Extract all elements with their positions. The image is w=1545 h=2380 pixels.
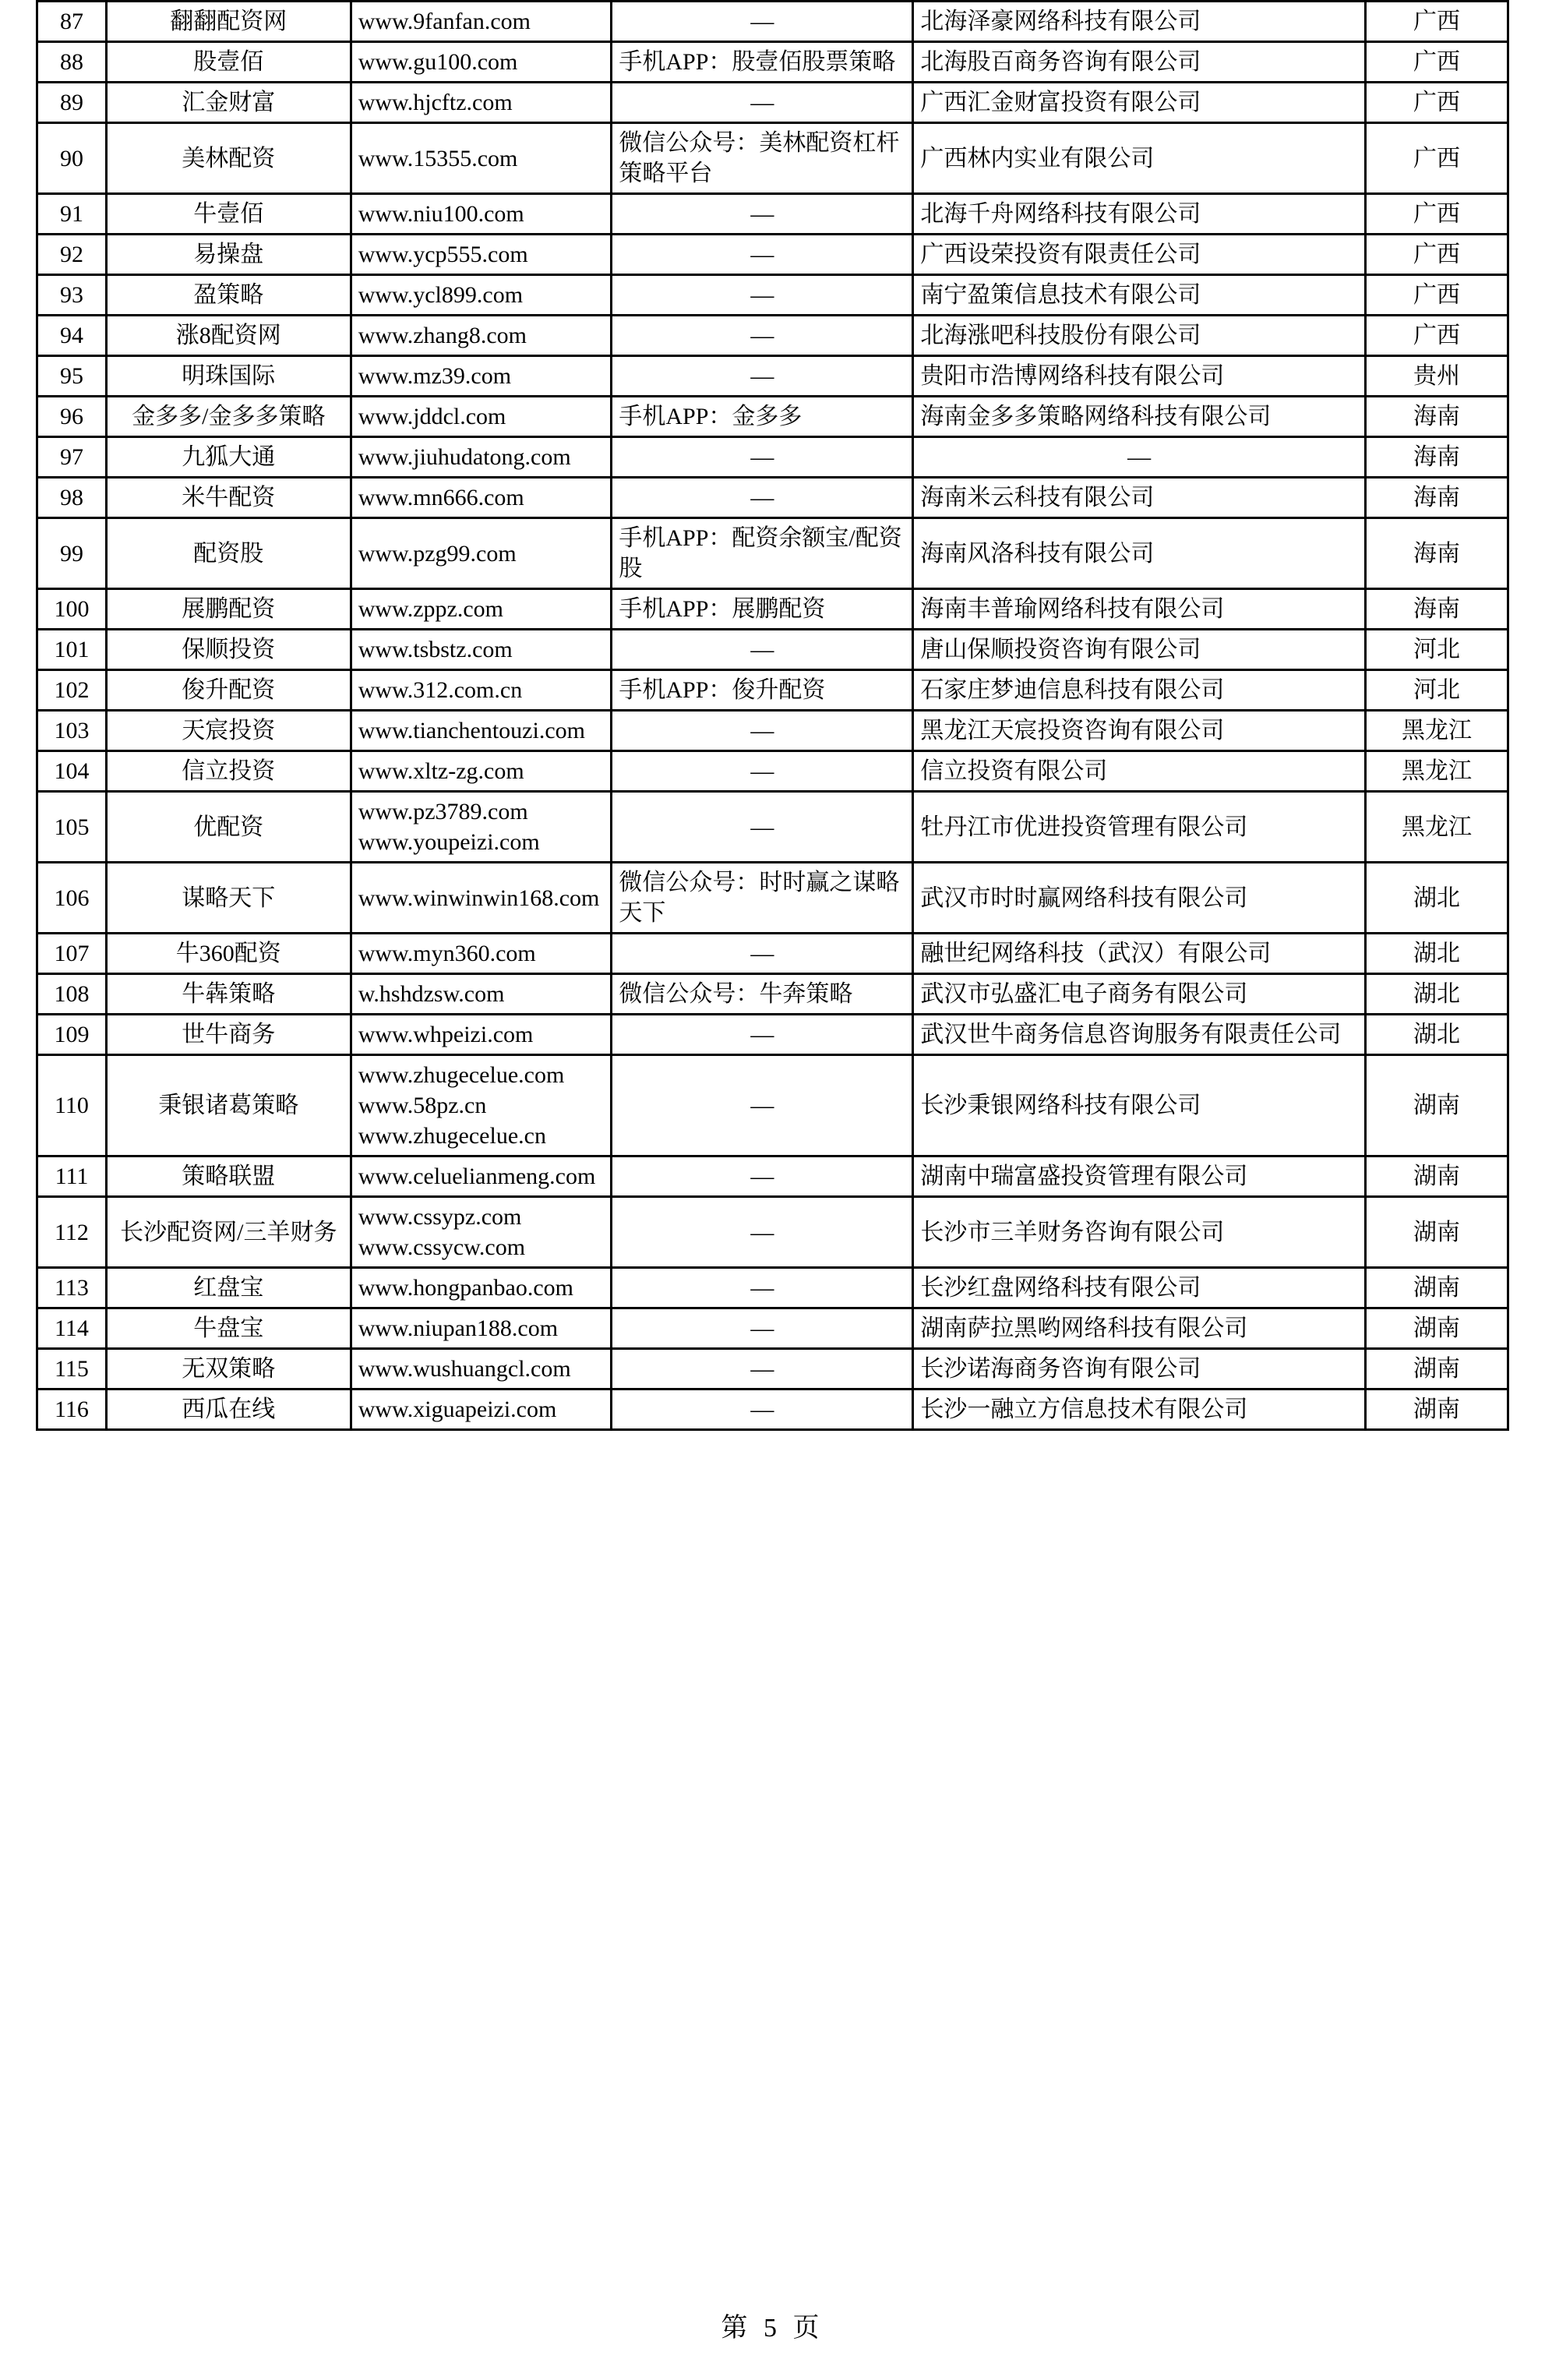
cell-website (351, 356, 612, 397)
table-row (37, 42, 1508, 83)
table-row (37, 316, 1508, 356)
website-url: www.ycp555.com (358, 242, 528, 267)
cell-app-account: 手机APP：配资余额宝/配资股 (612, 518, 913, 589)
cell-platform-name: 牛360配资 (106, 934, 351, 974)
cell-company-name: 牡丹江市优进投资管理有限公司 (913, 792, 1366, 863)
cell-company-name: 长沙市三羊财务咨询有限公司 (913, 1197, 1366, 1268)
website-url: www.ycl899.com (358, 282, 524, 308)
cell-province: 湖南 (1365, 1390, 1508, 1430)
website-url: www.gu100.com (358, 49, 518, 75)
cell-index: 109 (37, 1015, 107, 1055)
cell-website (351, 751, 612, 792)
cell-platform-name: 优配资 (106, 792, 351, 863)
table-row (37, 518, 1508, 589)
website-url: www.312.com.cn (358, 677, 523, 703)
cell-company-name: — (913, 437, 1366, 478)
cell-platform-name: 汇金财富 (106, 83, 351, 123)
cell-platform-name: 天宸投资 (106, 711, 351, 751)
cell-company-name: 南宁盈策信息技术有限公司 (913, 275, 1366, 316)
cell-index: 111 (37, 1156, 107, 1197)
table-row (37, 863, 1508, 934)
website-url: www.whpeizi.com (358, 1022, 534, 1047)
cell-index: 93 (37, 275, 107, 316)
website-url: www.celuelianmeng.com (358, 1164, 596, 1189)
cell-province: 湖南 (1365, 1197, 1508, 1268)
cell-company-name: 长沙诺海商务咨询有限公司 (913, 1349, 1366, 1390)
cell-website (351, 974, 612, 1015)
cell-app-account: 手机APP：展鹏配资 (612, 589, 913, 630)
cell-company-name: 湖南中瑞富盛投资管理有限公司 (913, 1156, 1366, 1197)
cell-platform-name: 牛犇策略 (106, 974, 351, 1015)
cell-website (351, 1308, 612, 1349)
cell-website (351, 1390, 612, 1430)
website-url: www.xiguapeizi.com (358, 1397, 557, 1422)
cell-index: 105 (37, 792, 107, 863)
cell-app-account: — (612, 1349, 913, 1390)
cell-app-account: — (612, 1055, 913, 1156)
cell-province: 湖南 (1365, 1156, 1508, 1197)
table-row (37, 934, 1508, 974)
cell-province: 湖北 (1365, 1015, 1508, 1055)
cell-province: 广西 (1365, 194, 1508, 235)
cell-index: 108 (37, 974, 107, 1015)
cell-province: 黑龙江 (1365, 792, 1508, 863)
cell-province: 湖北 (1365, 863, 1508, 934)
website-url: www.zhugecelue.com (358, 1062, 565, 1088)
cell-province: 海南 (1365, 589, 1508, 630)
cell-company-name: 长沙红盘网络科技有限公司 (913, 1268, 1366, 1308)
cell-province: 黑龙江 (1365, 751, 1508, 792)
cell-website (351, 1156, 612, 1197)
cell-app-account: — (612, 83, 913, 123)
cell-app-account: — (612, 1197, 913, 1268)
cell-app-account: — (612, 934, 913, 974)
cell-province: 海南 (1365, 478, 1508, 518)
cell-company-name: 长沙秉银网络科技有限公司 (913, 1055, 1366, 1156)
table-row (37, 2, 1508, 42)
website-url: www.zhang8.com (358, 323, 527, 348)
cell-app-account: 手机APP：金多多 (612, 397, 913, 437)
cell-company-name: 武汉市弘盛汇电子商务有限公司 (913, 974, 1366, 1015)
cell-platform-name: 俊升配资 (106, 670, 351, 711)
cell-app-account: — (612, 478, 913, 518)
cell-app-account: 微信公众号：美林配资杠杆策略平台 (612, 123, 913, 194)
cell-index: 107 (37, 934, 107, 974)
cell-index: 88 (37, 42, 107, 83)
website-url: www.jiuhudatong.com (358, 444, 571, 470)
page-number-footer: 第 5 页 (721, 2314, 824, 2343)
cell-province: 海南 (1365, 437, 1508, 478)
cell-province: 广西 (1365, 123, 1508, 194)
cell-website (351, 934, 612, 974)
cell-app-account: — (612, 275, 913, 316)
table-row (37, 194, 1508, 235)
cell-index: 104 (37, 751, 107, 792)
cell-app-account: — (612, 235, 913, 275)
cell-platform-name: 展鹏配资 (106, 589, 351, 630)
cell-website (351, 589, 612, 630)
cell-index: 101 (37, 630, 107, 670)
cell-platform-name: 九狐大通 (106, 437, 351, 478)
table-row (37, 397, 1508, 437)
cell-platform-name: 美林配资 (106, 123, 351, 194)
cell-company-name: 湖南萨拉黑哟网络科技有限公司 (913, 1308, 1366, 1349)
cell-province: 河北 (1365, 670, 1508, 711)
table-row (37, 1390, 1508, 1430)
cell-website (351, 792, 612, 863)
cell-company-name: 北海股百商务咨询有限公司 (913, 42, 1366, 83)
cell-index: 115 (37, 1349, 107, 1390)
cell-platform-name: 配资股 (106, 518, 351, 589)
website-url: www.cssycw.com (358, 1234, 526, 1260)
table-row (37, 630, 1508, 670)
website-url: www.jddcl.com (358, 404, 506, 429)
cell-app-account: 手机APP：俊升配资 (612, 670, 913, 711)
website-url: www.9fanfan.com (358, 9, 531, 34)
table-row (37, 711, 1508, 751)
website-url: www.niupan188.com (358, 1315, 559, 1341)
cell-company-name: 长沙一融立方信息技术有限公司 (913, 1390, 1366, 1430)
cell-website (351, 711, 612, 751)
cell-platform-name: 西瓜在线 (106, 1390, 351, 1430)
cell-app-account: 微信公众号：牛奔策略 (612, 974, 913, 1015)
cell-company-name: 石家庄梦迪信息科技有限公司 (913, 670, 1366, 711)
website-url: www.zhugecelue.cn (358, 1123, 546, 1149)
cell-app-account: — (612, 630, 913, 670)
table-row (37, 1055, 1508, 1156)
table-row (37, 589, 1508, 630)
cell-province: 湖南 (1365, 1349, 1508, 1390)
table-row (37, 123, 1508, 194)
website-url: www.58pz.cn (358, 1093, 487, 1118)
website-url: www.myn360.com (358, 941, 536, 966)
cell-website (351, 518, 612, 589)
cell-app-account: 手机APP：股壹佰股票策略 (612, 42, 913, 83)
cell-platform-name: 易操盘 (106, 235, 351, 275)
cell-website (351, 478, 612, 518)
cell-index: 103 (37, 711, 107, 751)
cell-index: 110 (37, 1055, 107, 1156)
platform-listing-table (36, 0, 1509, 1431)
cell-company-name: 武汉世牛商务信息咨询服务有限责任公司 (913, 1015, 1366, 1055)
cell-province: 广西 (1365, 2, 1508, 42)
cell-index: 100 (37, 589, 107, 630)
cell-website (351, 316, 612, 356)
cell-index: 113 (37, 1268, 107, 1308)
table-row (37, 1349, 1508, 1390)
cell-index: 96 (37, 397, 107, 437)
website-url: www.tsbstz.com (358, 637, 513, 662)
cell-website (351, 123, 612, 194)
cell-website (351, 275, 612, 316)
cell-website (351, 1055, 612, 1156)
cell-index: 95 (37, 356, 107, 397)
website-url: www.pzg99.com (358, 540, 517, 567)
cell-province: 湖北 (1365, 934, 1508, 974)
cell-website (351, 1268, 612, 1308)
website-url: www.niu100.com (358, 201, 524, 227)
cell-index: 97 (37, 437, 107, 478)
cell-website (351, 670, 612, 711)
table-row (37, 1156, 1508, 1197)
cell-index: 114 (37, 1308, 107, 1349)
cell-index: 87 (37, 2, 107, 42)
cell-platform-name: 米牛配资 (106, 478, 351, 518)
cell-index: 106 (37, 863, 107, 934)
cell-index: 112 (37, 1197, 107, 1268)
cell-company-name: 北海泽豪网络科技有限公司 (913, 2, 1366, 42)
cell-index: 94 (37, 316, 107, 356)
table-row (37, 670, 1508, 711)
cell-app-account: — (612, 356, 913, 397)
table-row (37, 1268, 1508, 1308)
cell-province: 湖北 (1365, 974, 1508, 1015)
cell-website (351, 2, 612, 42)
cell-province: 贵州 (1365, 356, 1508, 397)
cell-app-account: — (612, 1015, 913, 1055)
cell-index: 98 (37, 478, 107, 518)
cell-website (351, 83, 612, 123)
cell-platform-name: 盈策略 (106, 275, 351, 316)
cell-platform-name: 涨8配资网 (106, 316, 351, 356)
cell-platform-name: 红盘宝 (106, 1268, 351, 1308)
cell-province: 广西 (1365, 275, 1508, 316)
cell-company-name: 北海涨吧科技股份有限公司 (913, 316, 1366, 356)
cell-platform-name: 保顺投资 (106, 630, 351, 670)
cell-province: 海南 (1365, 397, 1508, 437)
website-url: www.xltz-zg.com (358, 758, 524, 784)
cell-website (351, 42, 612, 83)
table-row (37, 974, 1508, 1015)
cell-index: 90 (37, 123, 107, 194)
cell-app-account: — (612, 1308, 913, 1349)
cell-platform-name: 明珠国际 (106, 356, 351, 397)
website-url: www.zppz.com (358, 596, 504, 622)
table-row (37, 83, 1508, 123)
cell-website (351, 1015, 612, 1055)
cell-company-name: 海南米云科技有限公司 (913, 478, 1366, 518)
cell-province: 广西 (1365, 42, 1508, 83)
cell-index: 116 (37, 1390, 107, 1430)
cell-app-account: — (612, 1156, 913, 1197)
cell-province: 海南 (1365, 518, 1508, 589)
cell-company-name: 北海千舟网络科技有限公司 (913, 194, 1366, 235)
cell-website (351, 863, 612, 934)
cell-index: 99 (37, 518, 107, 589)
cell-platform-name: 翻翻配资网 (106, 2, 351, 42)
cell-company-name: 广西汇金财富投资有限公司 (913, 83, 1366, 123)
cell-website (351, 235, 612, 275)
cell-website (351, 194, 612, 235)
cell-province: 湖南 (1365, 1268, 1508, 1308)
website-url: www.mz39.com (358, 363, 512, 389)
cell-index: 91 (37, 194, 107, 235)
cell-index: 89 (37, 83, 107, 123)
table-row (37, 1197, 1508, 1268)
website-url: www.cssypz.com (358, 1204, 522, 1230)
cell-platform-name: 信立投资 (106, 751, 351, 792)
table-row (37, 275, 1508, 316)
website-url: www.hjcftz.com (358, 90, 513, 115)
cell-province: 黑龙江 (1365, 711, 1508, 751)
website-url: w.hshdzsw.com (358, 981, 505, 1007)
cell-app-account: — (612, 751, 913, 792)
cell-website (351, 1197, 612, 1268)
cell-company-name: 广西设荣投资有限责任公司 (913, 235, 1366, 275)
cell-province: 广西 (1365, 235, 1508, 275)
cell-province: 广西 (1365, 316, 1508, 356)
cell-app-account: — (612, 316, 913, 356)
cell-company-name: 贵阳市浩博网络科技有限公司 (913, 356, 1366, 397)
table-row (37, 356, 1508, 397)
table-row (37, 751, 1508, 792)
cell-app-account: — (612, 711, 913, 751)
cell-app-account: — (612, 1268, 913, 1308)
cell-province: 湖南 (1365, 1055, 1508, 1156)
cell-platform-name: 策略联盟 (106, 1156, 351, 1197)
table-body (37, 2, 1508, 1430)
website-url: www.youpeizi.com (358, 829, 540, 855)
cell-platform-name: 无双策略 (106, 1349, 351, 1390)
cell-app-account: — (612, 194, 913, 235)
table-row (37, 1308, 1508, 1349)
cell-company-name: 海南丰普瑜网络科技有限公司 (913, 589, 1366, 630)
table-row (37, 478, 1508, 518)
cell-platform-name: 长沙配资网/三羊财务 (106, 1197, 351, 1268)
cell-province: 河北 (1365, 630, 1508, 670)
cell-province: 广西 (1365, 83, 1508, 123)
cell-company-name: 武汉市时时赢网络科技有限公司 (913, 863, 1366, 934)
cell-website (351, 1349, 612, 1390)
table-row (37, 792, 1508, 863)
cell-platform-name: 谋略天下 (106, 863, 351, 934)
cell-company-name: 唐山保顺投资咨询有限公司 (913, 630, 1366, 670)
website-url: www.hongpanbao.com (358, 1275, 574, 1301)
cell-platform-name: 世牛商务 (106, 1015, 351, 1055)
cell-company-name: 黑龙江天宸投资咨询有限公司 (913, 711, 1366, 751)
cell-company-name: 海南金多多策略网络科技有限公司 (913, 397, 1366, 437)
website-url: www.winwinwin168.com (358, 885, 600, 911)
cell-website (351, 630, 612, 670)
website-url: www.wushuangcl.com (358, 1356, 571, 1382)
cell-website (351, 397, 612, 437)
cell-app-account: — (612, 437, 913, 478)
cell-app-account: 微信公众号：时时赢之谋略天下 (612, 863, 913, 934)
cell-company-name: 广西林内实业有限公司 (913, 123, 1366, 194)
cell-platform-name: 股壹佰 (106, 42, 351, 83)
cell-company-name: 信立投资有限公司 (913, 751, 1366, 792)
table-row (37, 437, 1508, 478)
cell-app-account: — (612, 792, 913, 863)
website-url: www.mn666.com (358, 485, 524, 510)
cell-platform-name: 牛盘宝 (106, 1308, 351, 1349)
table-row (37, 235, 1508, 275)
cell-app-account: — (612, 2, 913, 42)
cell-website (351, 437, 612, 478)
cell-index: 102 (37, 670, 107, 711)
cell-province: 湖南 (1365, 1308, 1508, 1349)
website-url: www.15355.com (358, 145, 518, 171)
cell-company-name: 融世纪网络科技（武汉）有限公司 (913, 934, 1366, 974)
cell-app-account: — (612, 1390, 913, 1430)
cell-platform-name: 秉银诸葛策略 (106, 1055, 351, 1156)
website-url: www.tianchentouzi.com (358, 718, 585, 743)
website-url: www.pz3789.com (358, 799, 528, 825)
cell-index: 92 (37, 235, 107, 275)
cell-company-name: 海南风洛科技有限公司 (913, 518, 1366, 589)
cell-platform-name: 金多多/金多多策略 (106, 397, 351, 437)
table-row (37, 1015, 1508, 1055)
cell-platform-name: 牛壹佰 (106, 194, 351, 235)
